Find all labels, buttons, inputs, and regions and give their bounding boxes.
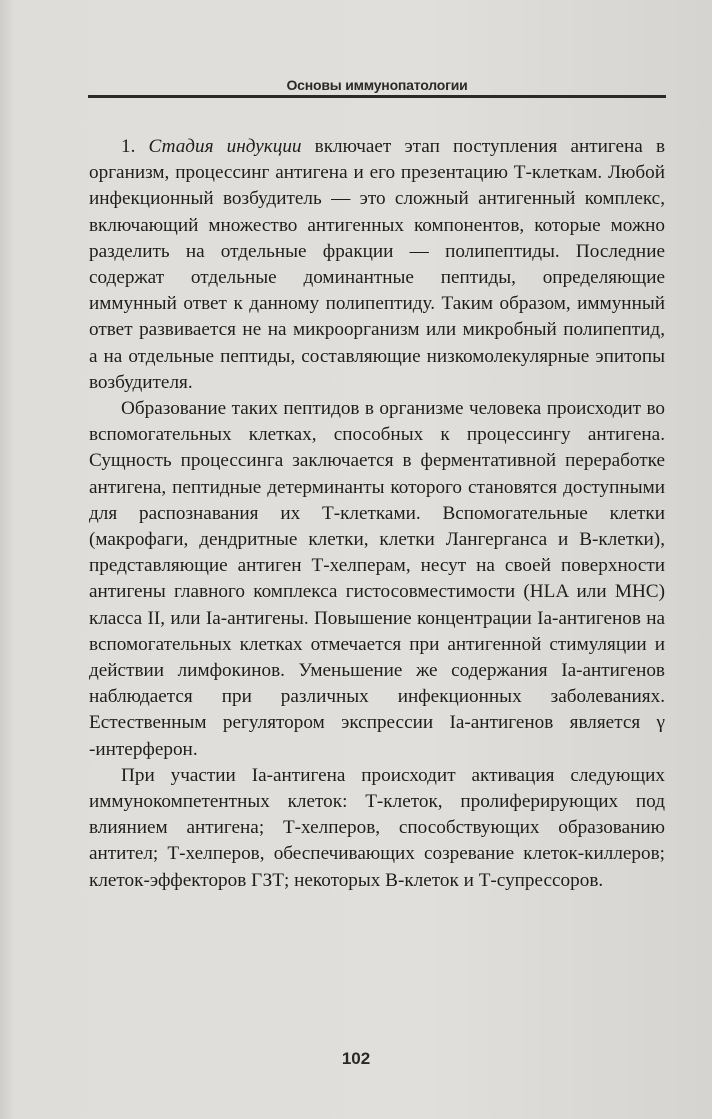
paragraph-stage-induction: [89, 134, 665, 396]
paragraph-ia-antigen-activation: При участии Ia-антигена происходит активация следующих иммунокомпетентных клеток: Т-клеток, пролиферирующих под влиянием антигена; Т-хелперов, способствующих образованию антител; Т-хелперов, обеспечивающих созревание клеток-киллеров; клеток-эффекторов ГЗТ; некоторых В-клеток и Т-супрессоров.: [89, 764, 665, 891]
page-body: [89, 134, 665, 894]
header-rule: [88, 95, 666, 98]
stage-induction-label: Стадия индукции: [148, 136, 302, 157]
paragraph-peptide-formation: Образование таких пептидов в организме человека происходит во вспомогательных клетках, способных к процессингу антигена. Сущность процессинга заключается в ферментативной переработке антигена, пептидные детерминанты которого становятся доступными для распознавания их Т-клетками. Вспомогательные клетки (макрофаги, дендритные клетки, клетки Лангерганса и В-клетки), представляющие антиген Т-хелперам, несут на своей поверхности антигены главного комплекса гистосовместимости (HLA или MHC) класса II, или Ia-антигены. Повышение концентрации Ia-антигенов на вспомогательных клетках отмечается при антигенной стимуляции и действии лимфокинов. Уменьшение же содержания Ia-антигенов наблюдается при различных инфекционных заболеваниях. Естественным регулятором экспрессии Ia-антигенов является γ -интерферон.: [89, 398, 665, 760]
page-number: 102: [341, 1049, 371, 1068]
running-header-title: Основы иммунопатологии: [286, 77, 468, 93]
paragraph-number: 1.: [121, 136, 136, 157]
paragraph-text: включает этап поступления антигена в организм, процессинг антигена и его презентацию Т-клеткам. Любой инфекционный возбудитель — это сложный антигенный комплекс, включающий множество антигенных компонентов, которые можно разделить на отдельные фракции — полипептиды. Последние содержат отдельные доминантные пептиды, определяющие иммунный ответ к данному полипептиду. Таким образом, иммунный ответ развивается не на микроорганизм или микробный полипептид, а на отдельные пептиды, составляющие низкомолекулярные эпитопы возбудителя.: [89, 136, 666, 393]
